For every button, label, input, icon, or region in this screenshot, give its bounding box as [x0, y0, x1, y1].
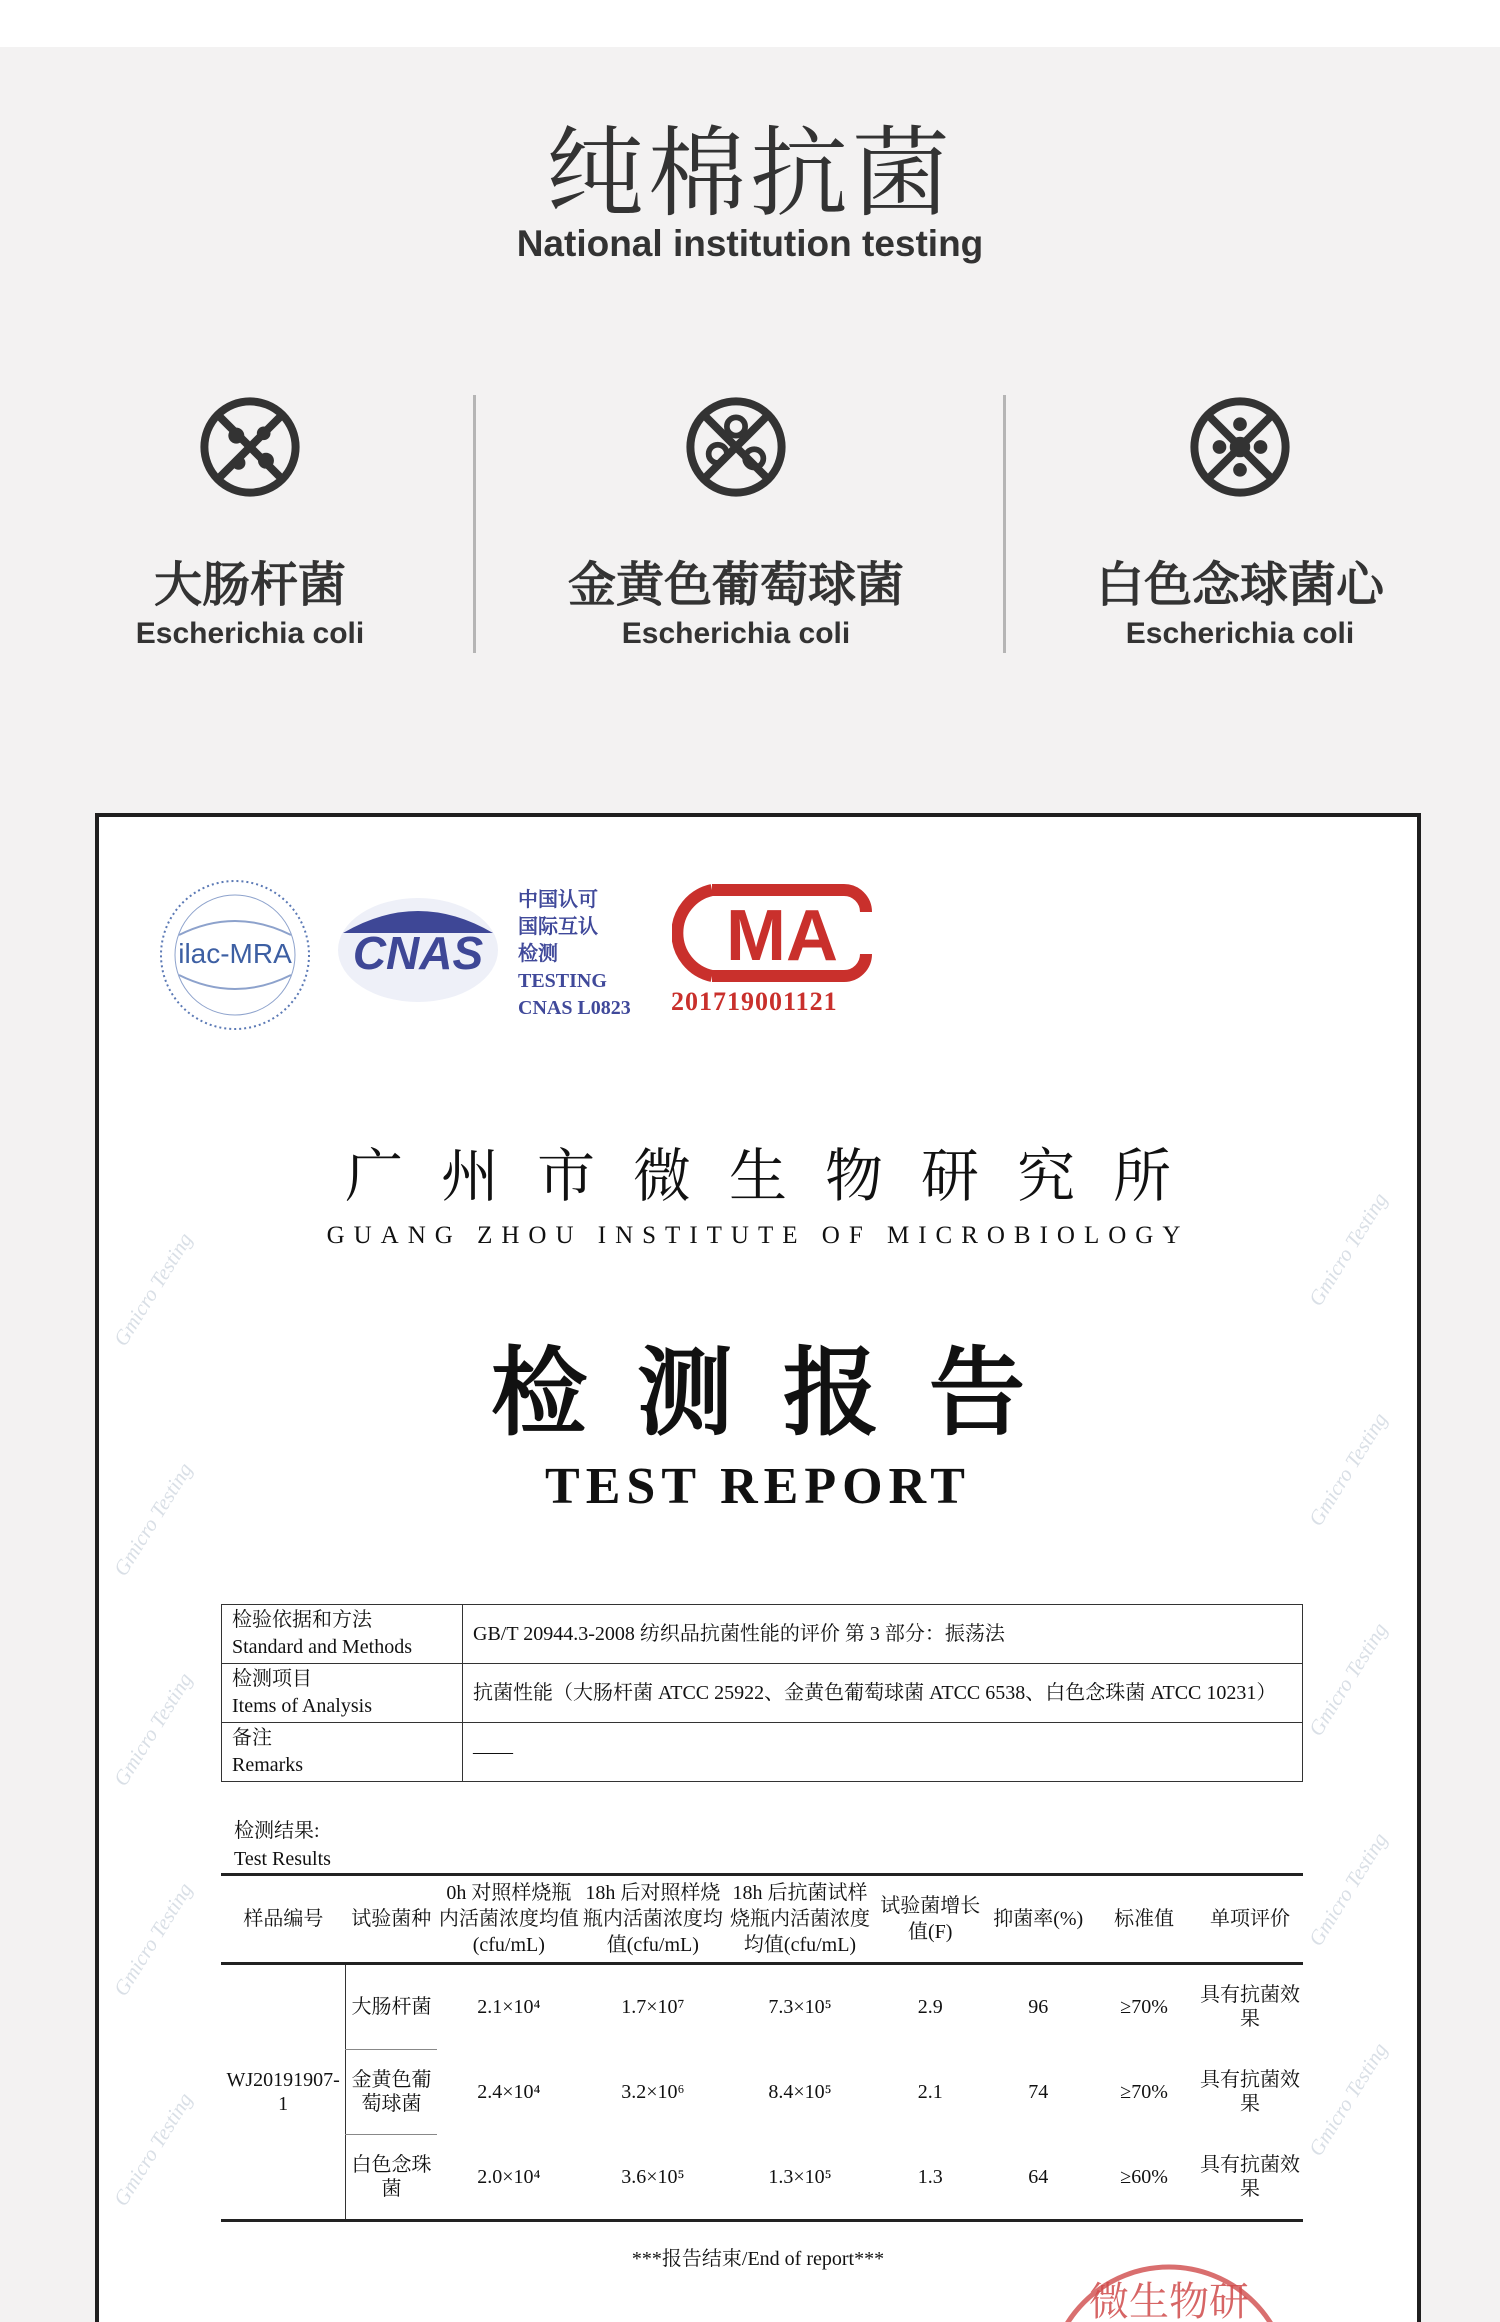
value-cell: 3.2×10⁶ [621, 2081, 685, 2103]
crossed-bacteria-icon [193, 390, 307, 504]
ilac-mra-logo [157, 877, 313, 1033]
value-cell: 1.3×10⁵ [725, 2135, 875, 2221]
meta-label-en: Items of Analysis [232, 1695, 372, 1717]
results-label [234, 1817, 331, 1873]
results-header: 0h 对照样烧瓶内活菌浓度均值(cfu/mL) [437, 1875, 581, 1964]
value-cell: 74 [1028, 2081, 1049, 2103]
value-cell: 2.1×10⁴ [477, 1996, 541, 2019]
results-header: 试验菌增长值(F) [875, 1875, 985, 1964]
results-header: 18h 后对照样烧瓶内活菌浓度均值(cfu/mL) [581, 1875, 725, 1964]
value-cell: 具有抗菌效果 [1200, 2069, 1301, 2115]
meta-row [222, 1664, 1303, 1723]
bacteria-name-cn: 大肠杆菌 [153, 557, 346, 613]
meta-label [222, 1605, 463, 1664]
meta-label-cn: 备注 [232, 1727, 272, 1749]
bacteria-name-en: Escherichia coli [621, 617, 851, 650]
cnas-line: TESTING [518, 970, 607, 992]
bacteria-item-ecoli [0, 390, 500, 651]
cma-number: 201719001121 [671, 987, 838, 1016]
cnas-line: CNAS L0823 [518, 997, 631, 1019]
value-cell: 1.3 [875, 2135, 985, 2221]
report-title-en: TEST REPORT [545, 1458, 971, 1515]
bacteria-name-cn: 白色念球菌心 [1095, 557, 1384, 613]
table-row [221, 2050, 1303, 2135]
watermark: Gmicro Testing [108, 1878, 198, 2001]
institute-name-cn: 广州市微生物研究所 [344, 1142, 1209, 1210]
watermark: Gmicro Testing [108, 1228, 198, 1351]
report-title-cn: 检测报告 [491, 1336, 1075, 1449]
value-cell: ≥70% [1120, 2081, 1168, 2103]
table-row [221, 2135, 1303, 2221]
bacteria-name-en: Escherichia coli [1125, 617, 1355, 650]
value-cell: 64 [985, 2135, 1091, 2221]
value-cell: 8.4×10⁵ [768, 2081, 832, 2103]
watermark: Gmicro Testing [1303, 2038, 1393, 2161]
svg-text:微生物研: 微生物研 [1089, 2279, 1249, 2322]
watermark: Gmicro Testing [1303, 1408, 1393, 1531]
cnas-accreditation-text [518, 887, 631, 1022]
meta-row [222, 1723, 1303, 1782]
results-header: 样品编号 [221, 1875, 346, 1964]
sample-id: WJ20191907-1 [221, 1964, 346, 2221]
cma-logo [672, 882, 872, 984]
cnas-line: 检测 [518, 943, 558, 965]
bacteria-name-cn: 金黄色葡萄球菌 [567, 557, 904, 613]
value-cell: 2.0×10⁴ [437, 2135, 581, 2221]
watermark: Gmicro Testing [108, 1668, 198, 1791]
watermark: Gmicro Testing [108, 1458, 198, 1581]
meta-label [222, 1723, 463, 1782]
results-label-cn: 检测结果: [234, 1820, 320, 1842]
report-meta-table [221, 1604, 1303, 1782]
meta-label [222, 1664, 463, 1723]
value-cell: 7.3×10⁵ [768, 1996, 832, 2019]
meta-value: 抗菌性能（大肠杆菌 ATCC 25922、金黄色葡萄球菌 ATCC 6538、白色念珠菌 ATCC 10231） [463, 1664, 1303, 1723]
results-header: 抑菌率(%) [985, 1875, 1091, 1964]
watermark: Gmicro Testing [1303, 1618, 1393, 1741]
meta-label-cn: 检验依据和方法 [232, 1609, 372, 1631]
crossed-bacteria-icon [679, 390, 793, 504]
end-of-report: ***报告结束/End of report*** [631, 2248, 885, 2270]
meta-value: GB/T 20944.3-2008 纺织品抗菌性能的评价 第 3 部分：振荡法 [463, 1605, 1303, 1664]
meta-label-en: Standard and Methods [232, 1636, 412, 1658]
results-header: 标准值 [1091, 1875, 1197, 1964]
svg-text:MA: MA [726, 896, 838, 976]
value-cell: 2.9 [917, 1996, 943, 2019]
cnas-line: 中国认可 [518, 889, 598, 911]
value-cell: ≥70% [1120, 1996, 1168, 2019]
watermark: Gmicro Testing [1303, 1828, 1393, 1951]
page-title: 纯棉抗菌 [545, 117, 954, 231]
bacteria-item-candida [990, 390, 1490, 651]
value-cell: 2.4×10⁴ [477, 2081, 541, 2103]
value-cell: 具有抗菌效果 [1200, 1984, 1301, 2031]
strain-cell: 白色念珠菌 [346, 2135, 437, 2221]
cnas-line: 国际互认 [518, 916, 598, 938]
strain-cell: 金黄色葡萄球菌 [346, 2050, 437, 2135]
results-header: 18h 后抗菌试样烧瓶内活菌浓度均值(cfu/mL) [725, 1875, 875, 1964]
watermark: Gmicro Testing [108, 2088, 198, 2211]
cnas-logo [335, 895, 501, 1005]
column-divider [473, 395, 476, 653]
value-cell: 具有抗菌效果 [1197, 2135, 1303, 2221]
bacteria-name-en: Escherichia coli [135, 617, 365, 650]
page-subtitle: National institution testing [516, 223, 984, 264]
value-cell: 2.1 [917, 2081, 943, 2103]
meta-label-en: Remarks [232, 1754, 304, 1776]
value-cell: 1.7×10⁷ [621, 1996, 685, 2019]
bacteria-item-staph [486, 390, 986, 651]
table-row [221, 1964, 1303, 2050]
strain-cell: 大肠杆菌 [346, 1964, 437, 2050]
results-table [221, 1873, 1303, 2222]
institute-name-en: GUANG ZHOU INSTITUTE OF MICROBIOLOGY [326, 1222, 1190, 1249]
value-cell: 96 [1028, 1996, 1049, 2019]
meta-label-cn: 检测项目 [232, 1668, 312, 1690]
svg-text:CNAS: CNAS [352, 927, 484, 979]
official-seal [1039, 2237, 1299, 2322]
results-header-row [221, 1875, 1303, 1964]
meta-value: —— [463, 1723, 1303, 1782]
value-cell: 3.6×10⁵ [581, 2135, 725, 2221]
results-header: 试验菌种 [346, 1875, 437, 1964]
watermark: Gmicro Testing [1303, 1188, 1393, 1311]
results-label-en: Test Results [234, 1848, 331, 1870]
test-report-certificate [95, 813, 1421, 2322]
meta-row [222, 1605, 1303, 1664]
crossed-bacteria-icon [1183, 390, 1297, 504]
svg-text:ilac-MRA: ilac-MRA [178, 938, 292, 969]
results-header: 单项评价 [1197, 1875, 1303, 1964]
value-cell: ≥60% [1091, 2135, 1197, 2221]
